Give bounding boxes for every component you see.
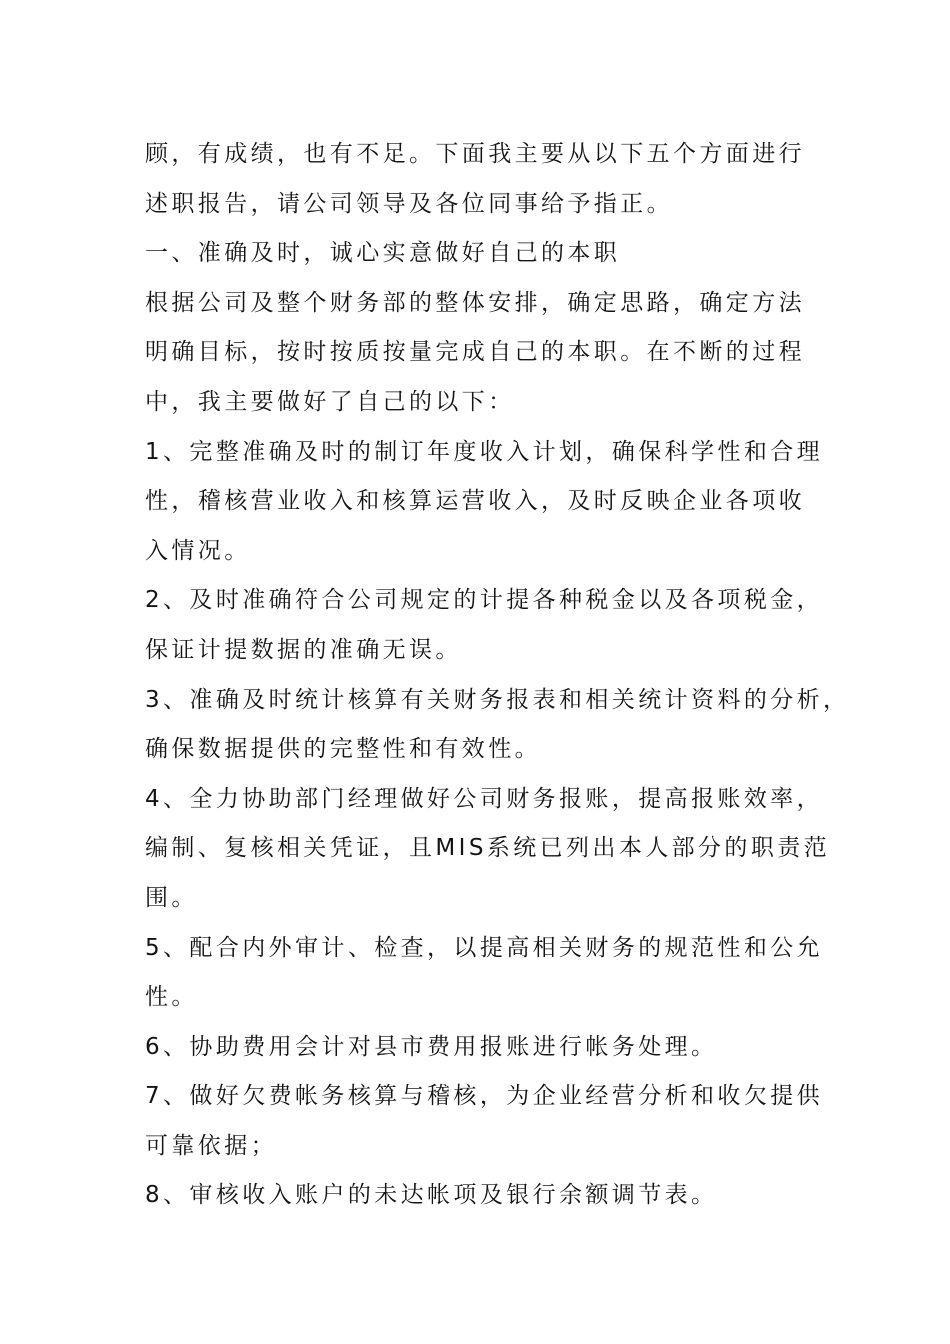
- list-item-8: 8、审核收入账户的未达帐项及银行余额调节表。: [145, 1182, 718, 1209]
- list-item-3: 3、准确及时统计核算有关财务报表和相关统计资料的分析，: [145, 686, 850, 713]
- text-line: 确保数据提供的完整性和有效性。: [145, 736, 541, 763]
- text-line: 述职报告，请公司领导及各位同事给予指正。: [145, 190, 673, 217]
- section-heading: 一、准确及时，诚心实意做好自己的本职: [145, 240, 621, 267]
- text-line: 性，稽核营业收入和核算运营收入，及时反映企业各项收: [145, 488, 805, 515]
- text-line: 明确目标，按时按质按量完成自己的本职。在不断的过程: [145, 339, 805, 366]
- text-line: 顾，有成绩，也有不足。下面我主要从以下五个方面进行: [145, 141, 805, 167]
- list-item-7: 7、做好欠费帐务核算与稽核，为企业经营分析和收欠提供: [145, 1083, 824, 1110]
- list-item-6: 6、协助费用会计对县市费用报账进行帐务处理。: [145, 1033, 718, 1060]
- text-line: 根据公司及整个财务部的整体安排，确定思路，确定方法: [145, 289, 805, 316]
- text-line: 可靠依据；: [145, 1132, 277, 1159]
- text-line: 入情况。: [145, 537, 251, 564]
- list-item-2: 2、及时准确符合公司规定的计提各种税金以及各项税金，: [145, 587, 824, 614]
- text-line: 保证计提数据的准确无误。: [145, 636, 462, 663]
- text-line: 编制、复核相关凭证，且MIS系统已列出本人部分的职责范: [145, 835, 831, 862]
- list-item-1: 1、完整准确及时的制订年度收入计划，确保科学性和合理: [145, 438, 824, 465]
- text-line: 中，我主要做好了自己的以下：: [145, 388, 515, 415]
- text-line: 围。: [145, 884, 198, 911]
- list-item-4: 4、全力协助部门经理做好公司财务报账，提高报账效率，: [145, 785, 824, 812]
- text-line: 性。: [145, 984, 198, 1011]
- document-body: [145, 130, 850, 1221]
- list-item-5: 5、配合内外审计、检查，以提高相关财务的规范性和公允: [145, 934, 824, 961]
